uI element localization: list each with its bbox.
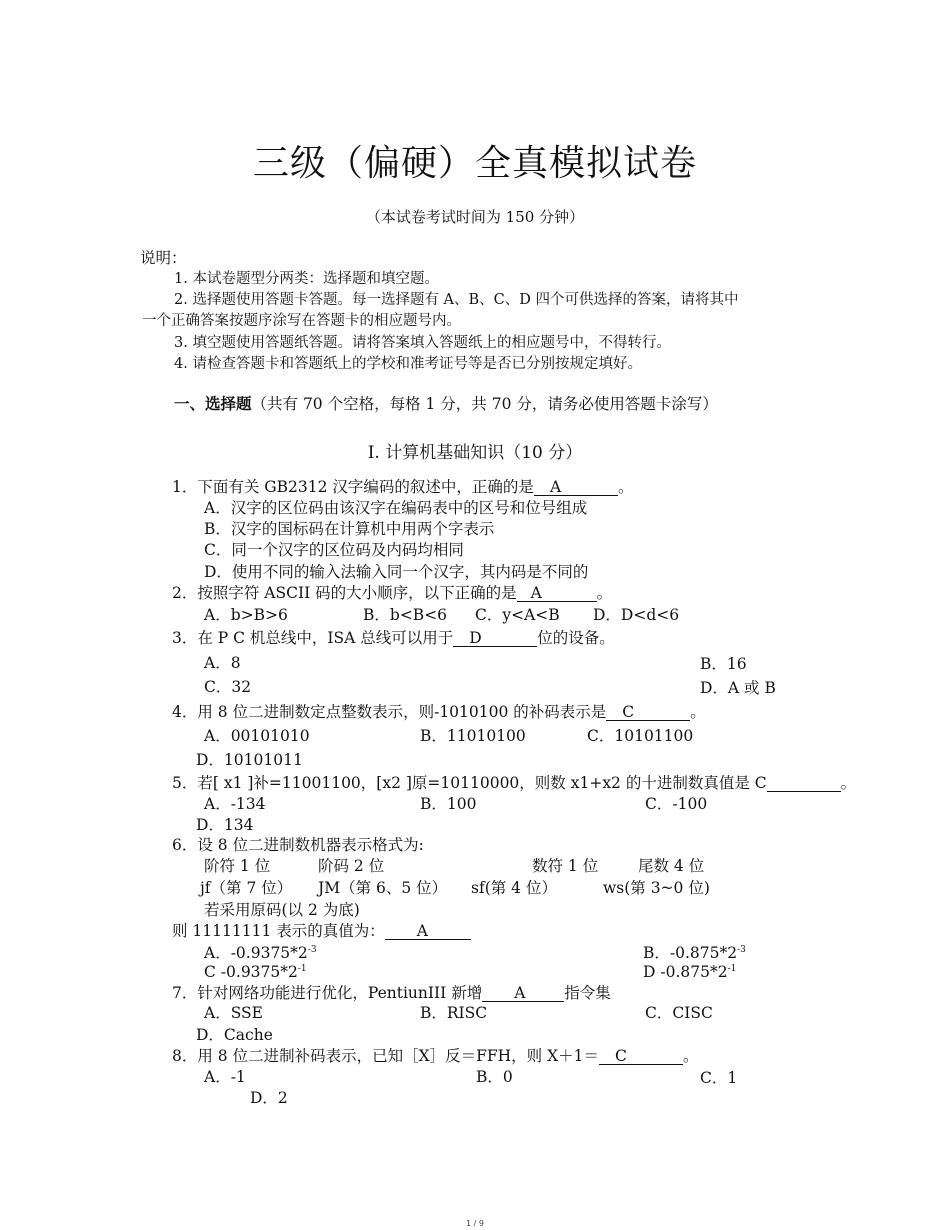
part-one-heading bbox=[174, 395, 718, 414]
instruction-2: 2. 选择题使用答题卡答题。每一选择题有 A、B、C、D 四个可供选择的答案，请将其中 bbox=[174, 292, 739, 308]
q5-option-b: B．100 bbox=[420, 795, 477, 813]
question-4 bbox=[172, 703, 706, 722]
q4-end: 。 bbox=[690, 703, 706, 721]
q2-option-d: D．D<d<6 bbox=[593, 606, 680, 624]
q4-option-d: D．10101011 bbox=[196, 751, 303, 769]
q8-stem: 8．用 8 位二进制补码表示，已知［X］反＝FFH，则 X＋1＝ bbox=[172, 1047, 599, 1065]
q1-option-d: D．使用不同的输入法输入同一个汉字，其内码是不同的 bbox=[204, 563, 589, 581]
q6-bit-jf: jf（第 7 位） bbox=[200, 879, 293, 897]
q6-bit-ws: ws(第 3~0 位) bbox=[603, 879, 710, 897]
q7-answer: A bbox=[482, 985, 564, 1002]
q6-bit-sf: sf(第 4 位） bbox=[471, 879, 557, 897]
q8-option-a: A．-1 bbox=[204, 1068, 246, 1086]
instructions-heading: 说明： bbox=[140, 249, 187, 267]
q5-end: 。 bbox=[840, 774, 857, 792]
instruction-2-cont: 一个正确答案按题序涂写在答题卡的相应题号内。 bbox=[142, 313, 461, 329]
q2-end: 。 bbox=[596, 584, 613, 602]
q5-option-d: D．134 bbox=[196, 816, 254, 834]
instruction-4: 4. 请检查答题卡和答题纸上的学校和准考证号等是否已分别按规定填好。 bbox=[174, 356, 642, 372]
part-one-label: 一、选择题 bbox=[174, 394, 252, 413]
q2-option-c: C．y<A<B bbox=[475, 606, 560, 624]
q7-option-d: D．Cache bbox=[196, 1026, 273, 1044]
q2-answer: A bbox=[517, 585, 597, 602]
q6-field-sign: 阶符 1 位 bbox=[204, 857, 271, 875]
q6-option-d: D $-0.875*2^{-1}$ bbox=[643, 963, 737, 981]
instruction-3: 3. 填空题使用答题纸答题。请将答案填入答题纸上的相应题号中，不得转行。 bbox=[174, 335, 671, 351]
question-2 bbox=[172, 584, 612, 603]
q6-ask bbox=[172, 922, 471, 941]
page-number: 1 / 9 bbox=[466, 1219, 484, 1228]
q6-option-c: C $-0.9375*2^{-1}$ bbox=[204, 963, 307, 981]
q3-end: 位的设备。 bbox=[537, 629, 615, 647]
question-6: 6．设 8 位二进制数机器表示格式为: bbox=[172, 836, 424, 854]
q8-option-b: B．0 bbox=[476, 1068, 513, 1086]
q6-field-mantissa-sign: 数符 1 位 bbox=[532, 857, 599, 875]
q6-answer: A bbox=[385, 923, 471, 940]
q6-option-a: A．$-0.9375*2^{-3}$ bbox=[204, 944, 317, 962]
q1-option-c: C．同一个汉字的区位码及内码均相同 bbox=[204, 541, 464, 559]
section-title: I. 计算机基础知识（10 分） bbox=[367, 443, 583, 463]
q4-option-c: C．10101100 bbox=[587, 727, 694, 745]
q1-option-a: A．汉字的区位码由该汉字在编码表中的区号和位号组成 bbox=[204, 499, 588, 517]
q3-option-d: D．A 或 B bbox=[700, 679, 776, 697]
q3-option-b: B．16 bbox=[700, 655, 747, 673]
q4-option-b: B．11010100 bbox=[420, 727, 526, 745]
q5-option-a: A．-134 bbox=[204, 795, 266, 813]
exam-duration: （本试卷考试时间为 150 分钟） bbox=[365, 208, 585, 226]
question-1 bbox=[172, 478, 633, 497]
q7-end: 指令集 bbox=[564, 984, 611, 1002]
q3-stem: 3．在 P C 机总线中，ISA 总线可以用于 bbox=[172, 629, 454, 647]
q7-stem: 7．针对网络功能进行优化，PentiunIII 新增 bbox=[172, 984, 483, 1002]
q8-option-d: D．2 bbox=[250, 1089, 288, 1107]
q6-ask-text: 则 11111111 表示的真值为： bbox=[172, 922, 385, 940]
q7-option-c: C．CISC bbox=[645, 1004, 713, 1022]
q7-option-b: B．RISC bbox=[420, 1004, 488, 1022]
q1-option-b: B．汉字的国标码在计算机中用两个字表示 bbox=[204, 520, 495, 538]
q5-stem: 5．若[ x1 ]补=11001100，[x2 ]原=10110000，则数 x1+x2 的十进制数真值是 C bbox=[172, 774, 767, 792]
q2-stem: 2．按照字符 ASCII 码的大小顺序，以下正确的是 bbox=[172, 584, 517, 602]
page-title: 三级（偏硬）全真模拟试卷 bbox=[252, 143, 697, 184]
question-3 bbox=[172, 629, 615, 648]
q6-bit-jm: JM（第 6、5 位） bbox=[318, 879, 448, 897]
question-7 bbox=[172, 984, 611, 1003]
q3-option-c: C．32 bbox=[204, 678, 252, 696]
q8-end: 。 bbox=[682, 1047, 699, 1065]
q8-answer: C bbox=[599, 1048, 683, 1065]
q1-end: 。 bbox=[617, 478, 634, 496]
q3-answer: D bbox=[453, 630, 537, 647]
q8-option-c: C．1 bbox=[700, 1069, 738, 1087]
q1-answer: A bbox=[534, 479, 618, 496]
q2-option-b: B．b<B<6 bbox=[363, 606, 448, 624]
q6-note: 若采用原码(以 2 为底) bbox=[204, 901, 360, 919]
q4-answer: C bbox=[606, 704, 690, 721]
q4-stem: 4．用 8 位二进制数定点整数表示，则-1010100 的补码表示是 bbox=[172, 703, 607, 721]
q2-option-a: A．b>B>6 bbox=[204, 606, 288, 624]
q6-field-exponent: 阶码 2 位 bbox=[318, 857, 385, 875]
q3-option-a: A．8 bbox=[204, 654, 241, 672]
q1-stem: 1．下面有关 GB2312 汉字编码的叙述中，正确的是 bbox=[172, 478, 534, 496]
q5-option-c: C．-100 bbox=[645, 795, 708, 813]
question-5 bbox=[172, 774, 856, 793]
question-8 bbox=[172, 1047, 698, 1066]
part-one-desc: （共有 70 个空格，每格 1 分，共 70 分，请务必使用答题卡涂写） bbox=[251, 395, 718, 413]
q7-option-a: A．SSE bbox=[204, 1004, 263, 1022]
instruction-1: 1. 本试卷题型分两类：选择题和填空题。 bbox=[174, 271, 439, 287]
q6-option-b: B．$-0.875*2^{-3}$ bbox=[643, 944, 746, 962]
q4-option-a: A．00101010 bbox=[204, 727, 310, 745]
q6-field-mantissa: 尾数 4 位 bbox=[638, 857, 705, 875]
